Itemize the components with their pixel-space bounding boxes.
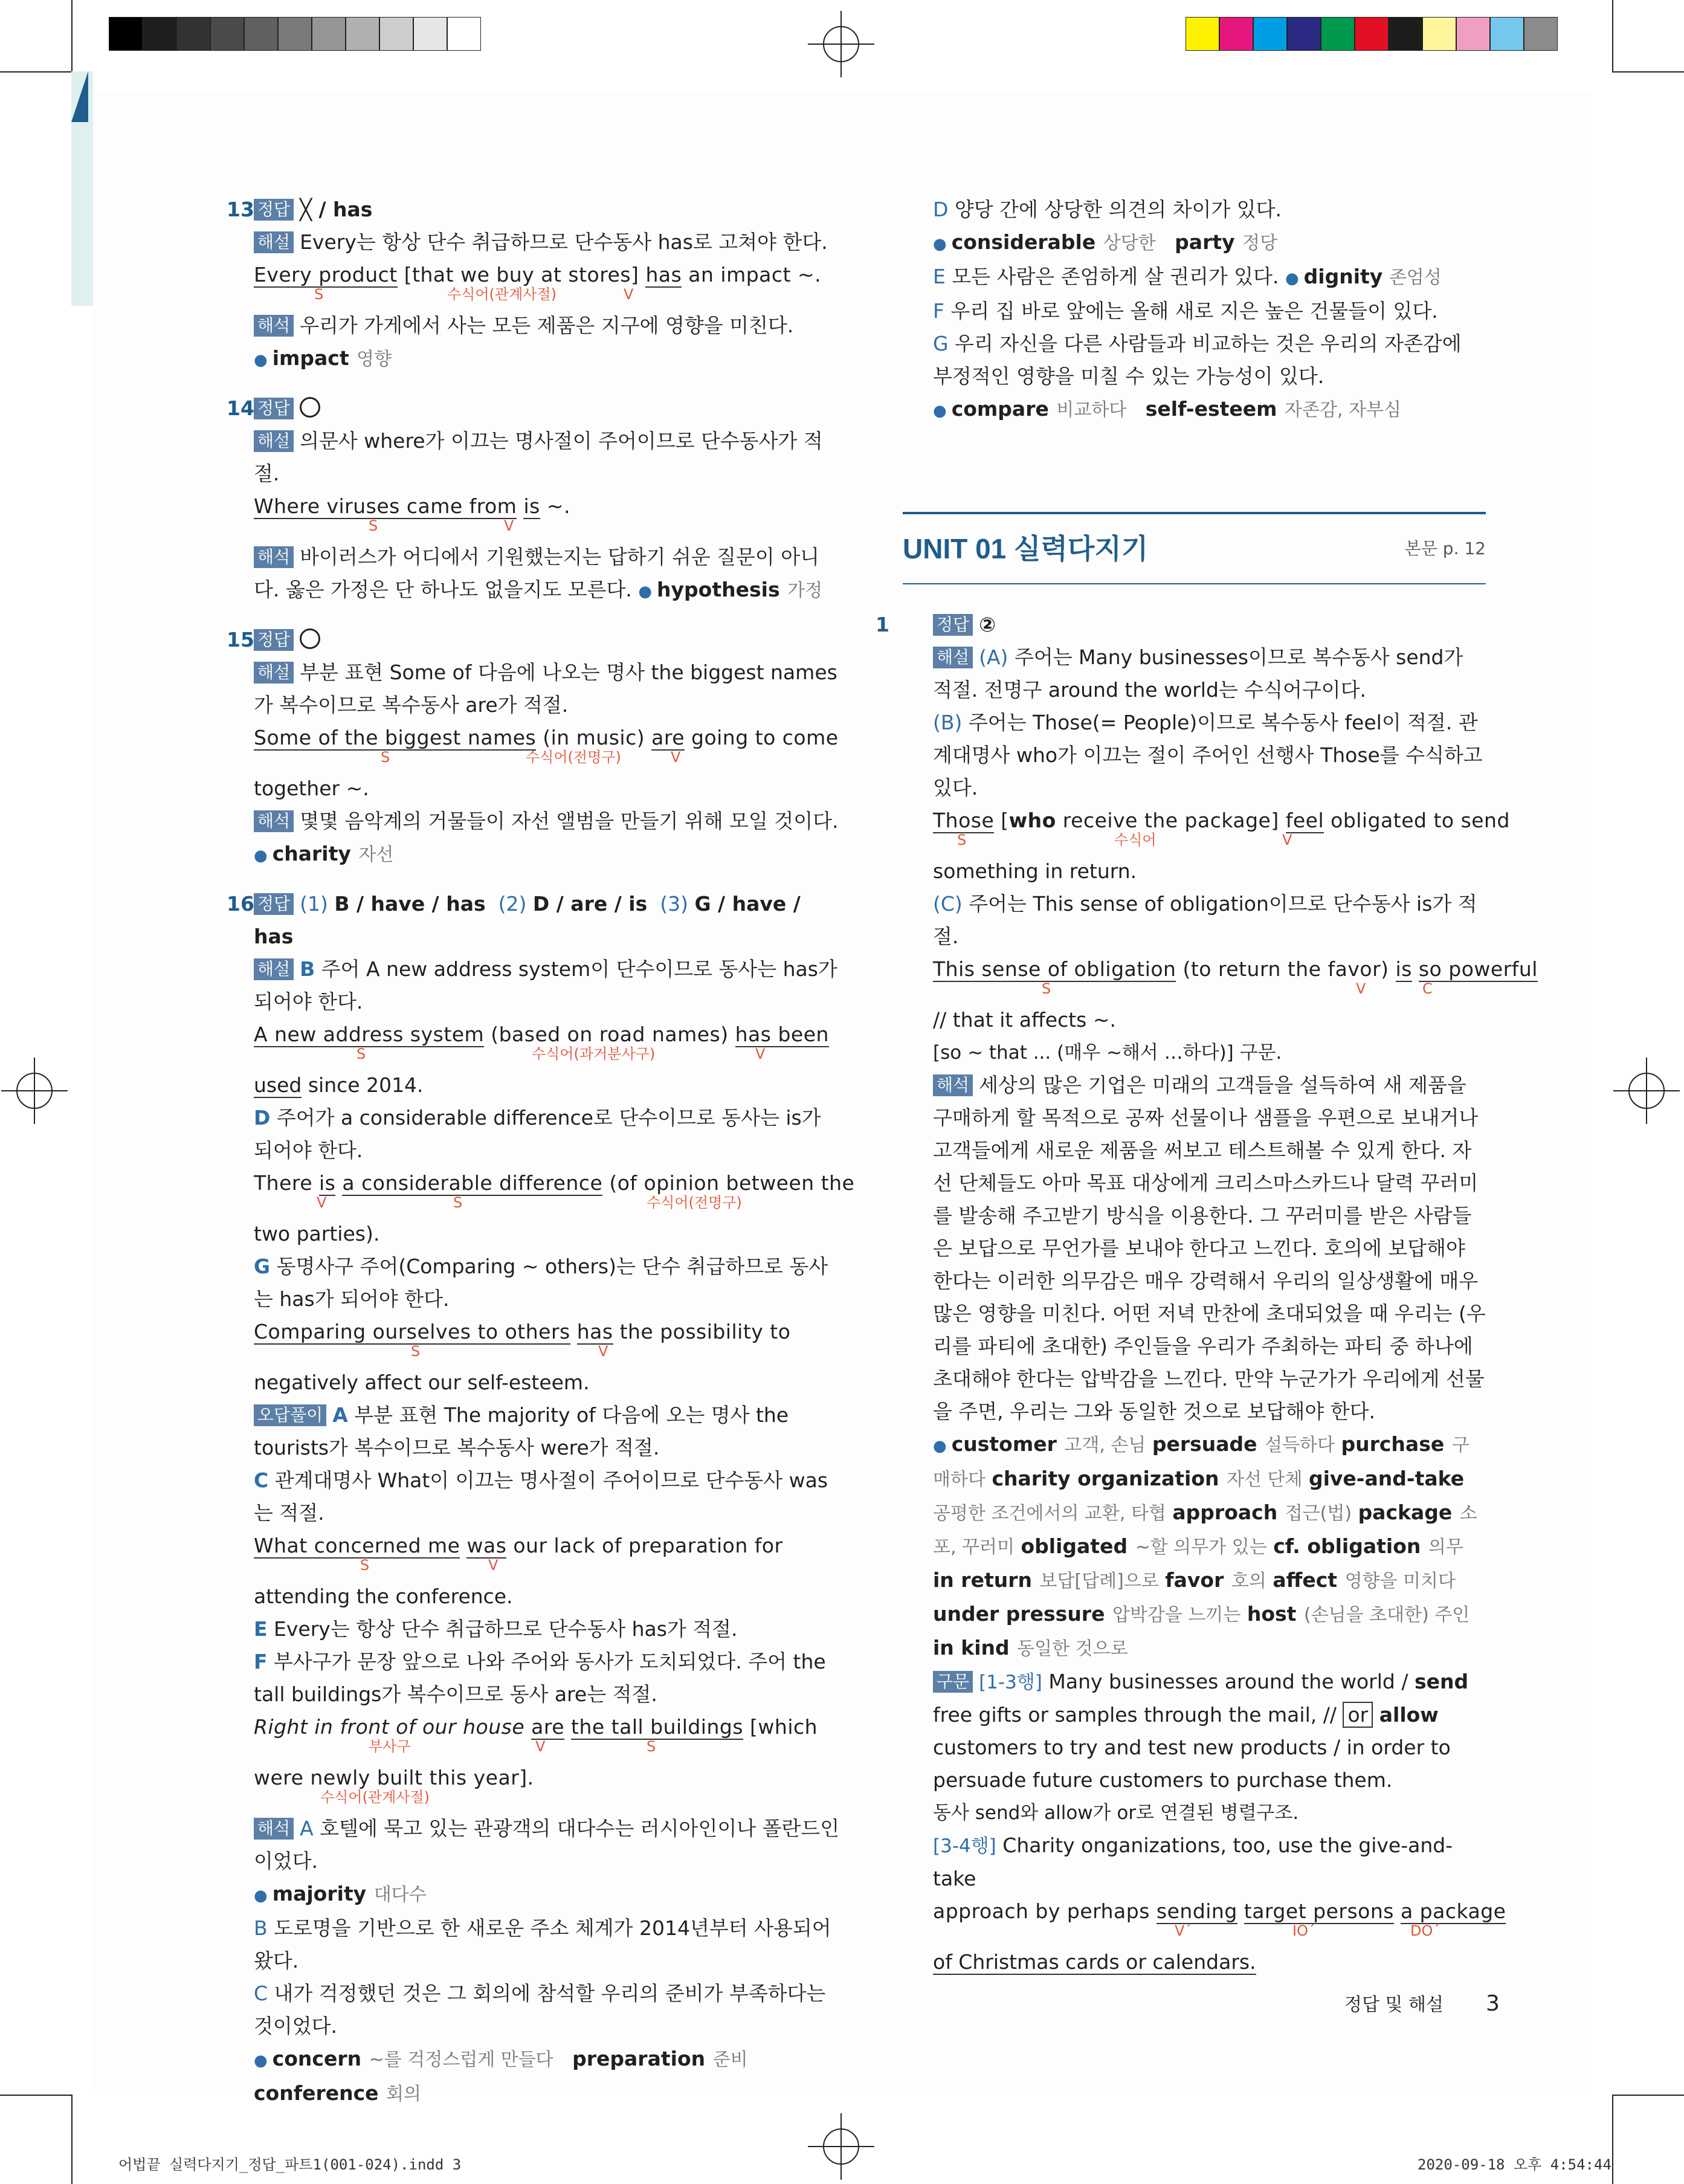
tag-verb: V xyxy=(671,749,681,766)
q16-translation-continued: D 양당 간에 상당한 의견의 차이가 있다. ● considerable 상당한 party 정당 E 모든 사람은 존엄하게 살 권리가 있다. ● dignity 존엄성 F 우리 집 바로 앞에는 올해 새로 지은 높은 건물들이 있다. G 우리 자신을 다른 사람들과 비교하는 것은 우리의 자존감에 부정적인 영향을 미칠 수 있는 가능성이 있다. ● compare 비교하다 self-esteem 자존감, 자부심 xyxy=(933,198,1462,421)
translation-b: 도로명을 기반으로 한 새로운 주소 체계가 2014년부터 사용되어 왔다. xyxy=(254,1916,831,1972)
explanation-c: 관계대명사 What이 이끄는 명사절이 주어이므로 단수동사 was는 적절. xyxy=(254,1468,828,1525)
crop-mark xyxy=(1612,2095,1684,2096)
question-15 xyxy=(227,624,840,872)
vocab-word: customer xyxy=(951,1432,1057,1456)
slug-filename: 어법끝 실력다지기_정답_파트1(001-024).indd 3 xyxy=(118,2156,462,2173)
vocab-gloss: 영향을 미치다 xyxy=(1344,1571,1456,1592)
answer-label: 정답 xyxy=(254,199,294,221)
explanation-c: 주어는 This sense of obligation이므로 단수동사 is가 적절. xyxy=(933,892,1477,948)
answer: ╳ / has xyxy=(300,198,373,221)
vocab-line: ● charity 자선 xyxy=(254,842,394,865)
vocab-word: charity organization xyxy=(992,1467,1219,1490)
answer-label: 정답 xyxy=(254,629,294,651)
grammar-note: [so ~ that ... (매우 ~해서 …하다)] 구문. xyxy=(933,1042,1282,1064)
tag-subject: S xyxy=(314,286,324,303)
analysis-sentence-struct: approach by perhaps sending target persons a package V´ IO´ DO´ xyxy=(933,1899,1506,1939)
vocab-line: ● concern ~를 걱정스럽게 만들다 preparation 준비 conference 회의 xyxy=(254,2047,748,2105)
vocab-word: package xyxy=(1358,1501,1453,1524)
structure-note: 동사 send와 allow가 or로 연결된 병렬구조. xyxy=(933,1802,1299,1824)
vocab-word: favor xyxy=(1165,1568,1224,1592)
crop-mark xyxy=(0,2095,71,2096)
translation: 우리가 가게에서 사는 모든 제품은 지구에 영향을 미친다. xyxy=(300,314,794,337)
structure-label: 구문 xyxy=(933,1671,973,1693)
vocab-gloss: 고객, 손님 xyxy=(1064,1435,1146,1456)
vocab-gloss: 소포, 꾸러미 xyxy=(933,1503,1477,1558)
explain-label: 해설 xyxy=(933,647,973,668)
slug-date: 2020-09-18 오후 4:54:44 xyxy=(1418,2156,1611,2173)
analysis-sentence-g: Comparing ourselves to others has the possibility to S V xyxy=(254,1320,791,1360)
question-13 xyxy=(227,193,840,376)
explain-label: 해설 xyxy=(254,662,294,683)
explanation-e: Every는 항상 단수 취급하므로 단수동사 has가 적절. xyxy=(274,1617,738,1641)
translation-e: 모든 사람은 존엄하게 살 권리가 있다. xyxy=(952,265,1279,288)
vocab-gloss: 자선 단체 xyxy=(1227,1469,1303,1490)
translation-g: 우리 자신을 다른 사람들과 비교하는 것은 우리의 자존감에 부정적인 영향을 미칠 수 있는 가능성이 있다. xyxy=(933,332,1462,388)
translation-label: 해석 xyxy=(254,810,294,832)
explanation: Every는 항상 단수 취급하므로 단수동사 has로 고쳐야 한다. xyxy=(300,230,828,254)
translation-label: 해석 xyxy=(254,546,294,568)
vocab-word: in return xyxy=(933,1568,1032,1592)
explanation: 의문사 where가 이끄는 명사절이 주어이므로 단수동사가 적절. xyxy=(254,429,823,485)
explain-label: 해설 xyxy=(254,231,294,253)
question-16: 16 정답 (1) B / have / has (2) D / are / is (3) G / have / has 해설 B 주어 A new address system이 단수이므로 동사는 has가 되어야 한다. A new address system (based on road names) has been S 수식어(과거분사구) V used since 2014. D 주어가 a considerable difference로 단수이므로 동사는 is가 되어야 한다. There is a considerable difference (of opinion between the V S 수식어(전명구) two parties). G 동명사구 주어(Comparing ~ others)는 단수 취급하므로 동사는 has가 되어야 한다. Comparing ourselves to others has the possibility to S V negatively affect our self-esteem. 오답풀이 A 부분 표현 The majority of 다음에 오는 명사 the tourists가 복수이므로 복수동사 were가 적절. C 관계대명사 What이 이끄는 명사절이 주어이므로 단수동사 was는 적절. What concerned me was our lack of preparation for S V attending the conference. E Every는 항상 단수 취급하므로 단수동사 has가 적절. F 부사구가 문장 앞으로 나와 주어와 동사가 도치되었다. 주어 the tall buildings가 복수이므로 동사 are는 적절. Right in front of our house are the tall buildings [which 부사구 V S were newly built this year]. 수식어(관계사절) 해석 A 호텔에 묵고 있는 관광객의 대다수는 러시아인이나 폴란드인이었다. ● majority 대다수 B 도로명을 기반으로 한 새로운 주소 체계가 2014년부터 사용되어 왔다. C 내가 걱정했던 것은 그 회의에 참석할 우리의 준비가 부족하다는 것이었다. ● concern ~를 걱정스럽게 만들다 preparation 준비 conference 회의 xyxy=(254,888,840,2111)
translation-label: 해석 xyxy=(933,1074,973,1096)
explanation-f: 부사구가 문장 앞으로 나와 주어와 동사가 도치되었다. 주어 the tall buildings가 복수이므로 동사 are는 적절. xyxy=(254,1650,826,1706)
explanation-g: 동명사구 주어(Comparing ~ others)는 단수 취급하므로 동사는 has가 되어야 한다. xyxy=(254,1255,828,1311)
vocab-line: ● majority 대다수 xyxy=(254,1882,427,1905)
translation: 몇몇 음악계의 거물들이 자선 앨범을 만들기 위해 모일 것이다. xyxy=(300,809,839,833)
vocab-word: approach xyxy=(1172,1501,1278,1524)
vocab-word: in kind xyxy=(933,1636,1010,1659)
crop-mark xyxy=(1612,2095,1613,2184)
registration-mark-left xyxy=(1,1058,68,1124)
vocab-word: under pressure xyxy=(933,1602,1105,1626)
explanation-a: 주어는 Many businesses이므로 복수동사 send가 적절. 전명구 around the world는 수식어구이다. xyxy=(933,645,1463,702)
question-14: 14 정답 해설 의문사 where가 이끄는 명사절이 주어이므로 단수동사가 적절. Where viruses came from is ~. S V 해석 바이러스가 어디에서 기원했는지는 답하기 쉬운 질문이 아니다. 옳은 가정은 단 하나도 없을지도 모른다. ● hypothesis 가정 xyxy=(254,392,840,608)
vocab-gloss: 구매하다 xyxy=(933,1435,1469,1490)
vocab-word: purchase xyxy=(1341,1432,1445,1456)
analysis-sentence: Where viruses came from is ~. S V xyxy=(254,494,570,534)
unit-page-ref: 본문 p. 12 xyxy=(1404,538,1486,558)
page-footer xyxy=(1344,1989,1500,2016)
vocab-word: persuade xyxy=(1152,1432,1257,1456)
explain-label: 해설 xyxy=(254,958,294,980)
explanation: 부분 표현 Some of 다음에 나오는 명사 the biggest names가 복수이므로 복수동사 are가 적절. xyxy=(254,661,837,717)
tag-subject: S xyxy=(381,749,390,766)
tag-modifier: 수식어(관계사절) xyxy=(447,286,557,303)
translation: 세상의 많은 기업은 미래의 고객들을 설득하여 새 제품을 구매하게 할 목적으로 공짜 선물이나 샘플을 우편으로 보내거나 고객들에게 새로운 제품을 써보고 테스트해볼 수 있게 한다. 자선 단체들도 아마 목표 대상에게 크리스마스카드나 달력 꾸러미를 발송해 주고받기 방식을 이용한다. 그 꾸러미를 받은 사람들은 보답으로 무언가를 보내야 한다고 느낀다. 호의에 보답해야 한다는 이러한 의무감은 매우 강력해서 우리의 일상생활에 매우 많은 영향을 미친다. 어떤 저녁 만찬에 초대되었을 때 우리는 (우리를 파티에 초대한) 주인들을 우리가 주최하는 파티 중 하나에 초대해야 한다는 압박감을 느낀다. 만약 누군가가 우리에게 선물을 주면, 우리는 그와 동일한 것으로 보답해야 한다. xyxy=(933,1073,1486,1423)
vocab-gloss: 동일한 것으로 xyxy=(1017,1638,1128,1659)
vocab-word: affect xyxy=(1273,1568,1338,1592)
unit-title: UNIT 01 실력다지기 xyxy=(903,533,1149,564)
explain-label: 해설 xyxy=(254,430,294,452)
translation-label: 해석 xyxy=(254,1818,294,1840)
analysis-sentence-d: There is a considerable difference (of opinion between the V S 수식어(전명구) xyxy=(254,1171,855,1211)
analysis-sentence-b: Those [who receive the package] feel obligated to send S 수식어 V xyxy=(933,809,1510,848)
analysis-sentence-c: What concerned me was our lack of preparation for S V xyxy=(254,1534,783,1574)
translation-a: 호텔에 묵고 있는 관광객의 대다수는 러시아인이나 폴란드인이었다. xyxy=(254,1817,840,1873)
answers: 정답 (1) B / have / has (2) D / are / is (3) G / have / has xyxy=(254,892,801,948)
crop-mark xyxy=(71,2095,73,2184)
question-number: 14 xyxy=(227,396,254,420)
answer-label: 정답 xyxy=(933,614,973,636)
analysis-sentence-f-cont: were newly built this year]. 수식어(관계사절) xyxy=(254,1766,534,1806)
crop-mark xyxy=(0,71,71,73)
sentence-continuation: together ~. xyxy=(254,777,369,800)
translation-d: 양당 간에 상당한 의견의 차이가 있다. xyxy=(954,198,1282,221)
vocab-gloss: 압박감을 느끼는 xyxy=(1112,1604,1241,1626)
grayscale-bar xyxy=(109,17,481,51)
translation-label: 해석 xyxy=(254,315,294,337)
translation: 바이러스가 어디에서 기원했는지는 답하기 쉬운 질문이 아니다. 옳은 가정은 단 하나도 없을지도 모른다. xyxy=(254,545,819,601)
left-column xyxy=(227,193,855,2127)
vocab-word: obligated xyxy=(1021,1534,1128,1558)
vocab-word: host xyxy=(1247,1602,1297,1626)
registration-mark-top xyxy=(808,11,874,77)
analysis-sentence-c: This sense of obligation (to return the favor) is so powerful S V C xyxy=(933,957,1538,997)
translation-f: 우리 집 바로 앞에는 올해 새로 지은 높은 건물들이 있다. xyxy=(950,299,1438,323)
analysis-sentence-f: Right in front of our house are the tall buildings [which 부사구 V S xyxy=(254,1715,818,1755)
crop-mark xyxy=(1612,0,1613,71)
question-1: 1 정답 ② 해설 (A) 주어는 Many businesses이므로 복수동사 send가 적절. 전명구 around the world는 수식어구이다. (B) 주어는 Those(= People)이므로 복수동사 feel이 적절. 관계대명사 who가 이끄는 절이 주어인 선행사 Those를 수식하고 있다. Those [who receive the package] feel obligated to send S 수식어 V something in return. (C) 주어는 This sense of obligation이므로 단수동사 is가 적절. This sense of obligation (to return the favor) is so powerful S V C // that it affects ~. [so ~ that ... (매우 ~해서 …하다)] 구문. 해석 세상의 많은 기업은 미래의 고객들을 설득하여 새 제품을 구매하게 할 목적으로 공짜 선물이나 샘플을 우편으로 보내거나 고객들에게 새로운 제품을 써보고 테스트해볼 수 있게 한다. 자선 단체들도 아마 목표 대상에게 크리스마스카드나 달력 꾸러미를 발송해 주고받기 방식을 이용한다. 그 꾸러미를 받은 사람들은 보답으로 무언가를 보내야 한다고 느낀다. 호의에 보답해야 한다는 이러한 의무감은 매우 강력해서 우리의 일상생활에 매우 많은 영향을 미친다. 어떤 저녁 만찬에 초대되었을 때 우리는 (우리를 파티에 초대한) 주인들을 우리가 주최하는 파티 중 하나에 초대해야 한다는 압박감을 느낀다. 만약 누군가가 우리에게 선물을 주면, 우리는 그와 동일한 것으로 보답해야 한다. ● customer 고객, 손님 persuade 설득하다 purchase 구매하다 charity organization 자선 단체 give-and-take 공평한 조건에서의 교환, 타협 approach 접근(법) package 소포, 꾸러미 obligated ~할 의무가 있는 cf. obligation 의무 in return 보답[답례]으로 favor 호의 affect 영향을 미치다 under pressure 압박감을 느끼는 host (손님을 초대한) 주인 in kind 동일한 것으로 구문 [1-3행] Many businesses around the world / send free gifts or samples through the mail, // or allow customers to try and test new products / in order to persuade future customers to purchase them. 동사 send와 allow가 or로 연결된 병렬구조. [3-4행] Charity onganizations, too, use the give-and-take approach by perhaps sending target persons a package V´ IO´ DO´ of Christmas cards or calendars. xyxy=(903,609,1486,1979)
vocab-gloss: 설득하다 xyxy=(1265,1435,1335,1456)
explanation-b: 주어 A new address system이 단수이므로 동사는 has가 되어야 한다. xyxy=(254,957,837,1013)
tag-modifier: 수식어(전명구) xyxy=(526,749,621,766)
color-bar xyxy=(1186,17,1558,51)
wrong-answer-label: 오답풀이 xyxy=(254,1404,326,1426)
answer: ② xyxy=(979,613,996,636)
translation-c: 내가 걱정했던 것은 그 회의에 참석할 우리의 준비가 부족하다는 것이었다. xyxy=(254,1982,826,2038)
explanation-a: 부분 표현 The majority of 다음에 오는 명사 the tourists가 복수이므로 복수동사 were가 적절. xyxy=(254,1403,789,1459)
tag-subject: S xyxy=(369,517,378,534)
vocab-gloss: 접근(법) xyxy=(1285,1503,1352,1524)
answer-label: 정답 xyxy=(254,398,294,419)
unit-header xyxy=(903,514,1486,583)
tag-verb: V xyxy=(624,286,634,303)
vocab-line: ● impact 영향 xyxy=(254,346,392,370)
page-number: 3 xyxy=(1485,1991,1500,2016)
right-column xyxy=(876,193,1538,1994)
explanation-d: 주어가 a considerable difference로 단수이므로 동사는 is가 되어야 한다. xyxy=(254,1106,821,1162)
vocab-gloss: (손님을 초대한) 주인 xyxy=(1303,1604,1470,1626)
vocab-list: ● customer 고객, 손님 persuade 설득하다 purchase 구매하다 charity organization 자선 단체 give-and-take 공평한 조건에서의 교환, 타협 approach 접근(법) package 소포, 꾸러미 obligated ~할 의무가 있는 cf. obligation 의무 in return 보답[답례]으로 favor 호의 affect 영향을 미치다 under pressure 압박감을 느끼는 host (손님을 초대한) 주인 in kind 동일한 것으로 xyxy=(933,1432,1477,1659)
registration-mark-right xyxy=(1613,1058,1680,1124)
analysis-sentence: Every product [that we buy at stores] has an impact ~. S 수식어(관계사절) V xyxy=(254,263,822,303)
crop-mark xyxy=(1612,71,1684,73)
question-number: 13 xyxy=(227,198,254,221)
analysis-sentence: Some of the biggest names (in music) are going to come S 수식어(전명구) V xyxy=(254,726,839,766)
circle-answer-icon xyxy=(300,628,320,649)
analysis-sentence-b: A new address system (based on road names) has been S 수식어(과거분사구) V xyxy=(254,1023,829,1062)
vocab-word: give-and-take xyxy=(1308,1467,1465,1490)
question-number: 15 xyxy=(227,628,254,651)
explanation-b: 주어는 Those(= People)이므로 복수동사 feel이 적절. 관계대명사 who가 이끄는 절이 주어인 선행사 Those를 수식하고 있다. xyxy=(933,711,1483,800)
crop-mark xyxy=(71,0,73,71)
vocab-gloss: 의무 xyxy=(1428,1537,1463,1558)
tag-verb: V xyxy=(504,517,514,534)
vocab-gloss: ~할 의무가 있는 xyxy=(1135,1537,1267,1558)
vocab-word: cf. obligation xyxy=(1273,1534,1421,1558)
vocab-gloss: 호의 xyxy=(1231,1571,1266,1592)
question-number: 16 xyxy=(227,892,254,916)
vocab-gloss: 보답[답례]으로 xyxy=(1039,1571,1159,1592)
vocab-gloss: 공평한 조건에서의 교환, 타협 xyxy=(933,1503,1166,1524)
section-name: 정답 및 해설 xyxy=(1344,1994,1444,2015)
circle-answer-icon xyxy=(300,397,320,418)
question-number: 1 xyxy=(876,613,889,636)
